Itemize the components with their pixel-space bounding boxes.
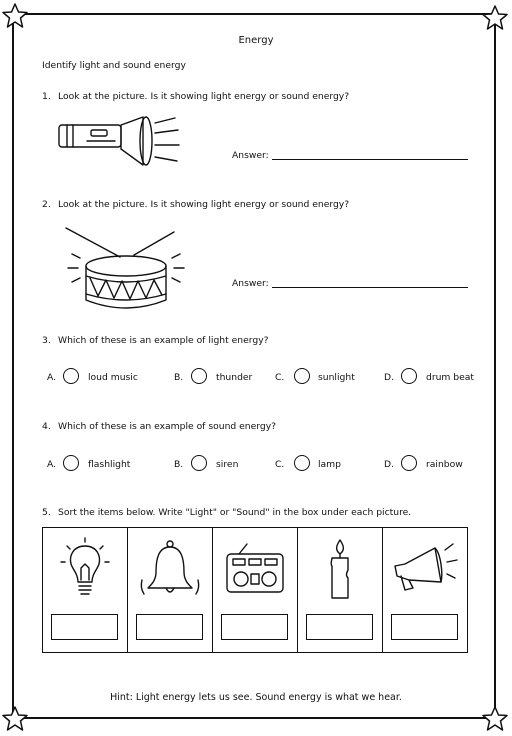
q1-answer-label: Answer: bbox=[232, 150, 269, 161]
megaphone-icon bbox=[383, 536, 467, 612]
q4-text: Which of these is an example of sound energy? bbox=[58, 421, 277, 432]
sort-cell-5 bbox=[383, 528, 467, 652]
q3-option-d-letter: D. bbox=[384, 372, 394, 383]
star-icon bbox=[482, 5, 508, 31]
q3-option-d-label: drum beat bbox=[426, 372, 475, 383]
sort-cell-4 bbox=[298, 528, 383, 652]
page-title: Energy bbox=[238, 35, 274, 46]
hint-text: Hint: Light energy lets us see. Sound energy is what we hear. bbox=[110, 692, 402, 703]
q3-option-c-letter: C. bbox=[275, 372, 285, 383]
q4-number: 4. bbox=[42, 421, 51, 432]
q3-option-d-radio[interactable] bbox=[401, 368, 417, 384]
sort-answer-box-5[interactable] bbox=[391, 614, 458, 640]
sort-answer-box-3[interactable] bbox=[221, 614, 288, 640]
q1-text: Look at the picture. Is it showing light energy or sound energy? bbox=[58, 91, 350, 102]
q4-option-a-label: flashlight bbox=[88, 459, 131, 470]
q3-option-b-radio[interactable] bbox=[191, 368, 207, 384]
q4-option-b-label: siren bbox=[216, 459, 239, 470]
q3-text: Which of these is an example of light energy? bbox=[58, 335, 269, 346]
q3-option-a-letter: A. bbox=[47, 372, 57, 383]
q2-text: Look at the picture. Is it showing light energy or sound energy? bbox=[58, 199, 350, 210]
bell-icon bbox=[128, 536, 212, 612]
radio-icon bbox=[213, 536, 297, 612]
light-bulb-icon bbox=[43, 536, 127, 612]
sort-cell-1 bbox=[43, 528, 128, 652]
q5-number: 5. bbox=[42, 507, 51, 518]
sort-answer-box-1[interactable] bbox=[51, 614, 118, 640]
q4-option-c-letter: C. bbox=[275, 459, 285, 470]
q3-option-b-letter: B. bbox=[174, 372, 184, 383]
sorting-table bbox=[42, 527, 468, 653]
q5-text: Sort the items below. Write "Light" or "Sound" in the box under each picture. bbox=[58, 507, 412, 518]
worksheet-subtitle: Identify light and sound energy bbox=[42, 60, 186, 71]
q3-option-c-label: sunlight bbox=[318, 372, 355, 383]
star-icon bbox=[2, 3, 28, 29]
star-icon bbox=[482, 706, 508, 732]
q4-option-d-radio[interactable] bbox=[401, 455, 417, 471]
q3-number: 3. bbox=[42, 335, 51, 346]
candle-icon bbox=[298, 536, 382, 612]
q3-option-b-label: thunder bbox=[216, 372, 253, 383]
q1-number: 1. bbox=[42, 91, 51, 102]
q4-option-d-letter: D. bbox=[384, 459, 394, 470]
flashlight-icon bbox=[55, 113, 185, 173]
q4-option-b-radio[interactable] bbox=[191, 455, 207, 471]
sort-cell-2 bbox=[128, 528, 213, 652]
q4-option-b-letter: B. bbox=[174, 459, 184, 470]
q2-answer-label: Answer: bbox=[232, 278, 269, 289]
star-icon bbox=[2, 706, 28, 732]
q4-option-a-radio[interactable] bbox=[63, 455, 79, 471]
sort-cell-3 bbox=[213, 528, 298, 652]
q3-option-c-radio[interactable] bbox=[294, 368, 310, 384]
q2-number: 2. bbox=[42, 199, 51, 210]
q4-option-a-letter: A. bbox=[47, 459, 57, 470]
q3-option-a-radio[interactable] bbox=[63, 368, 79, 384]
q1-answer-line[interactable] bbox=[272, 159, 468, 160]
drum-icon bbox=[62, 224, 192, 316]
q3-option-a-label: loud music bbox=[88, 372, 138, 383]
q4-option-d-label: rainbow bbox=[426, 459, 463, 470]
sort-answer-box-4[interactable] bbox=[306, 614, 373, 640]
q2-answer-line[interactable] bbox=[272, 287, 468, 288]
q4-option-c-label: lamp bbox=[318, 459, 341, 470]
sort-answer-box-2[interactable] bbox=[136, 614, 203, 640]
q4-option-c-radio[interactable] bbox=[294, 455, 310, 471]
